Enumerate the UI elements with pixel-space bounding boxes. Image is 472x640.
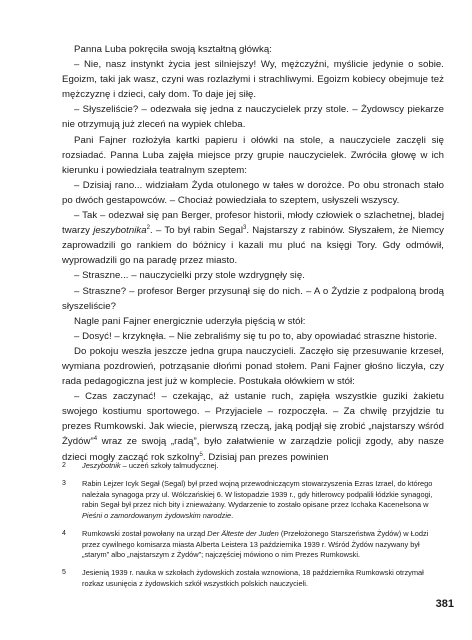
text-run: Pani Fajner rozłożyła kartki papieru i ołówki na stole, a nauczyciele zaczęli się rozsiadać. Panna Luba zajęła miejsce przy grupie nauczycielek. Zwróciła głowę w ich kierunku i powiedziała teatralnym szeptem: xyxy=(62,134,444,176)
main-text xyxy=(62,42,444,465)
footnote-number: 2 xyxy=(62,462,66,469)
footnote xyxy=(62,529,444,561)
page-number: 381 xyxy=(435,598,454,610)
text-run: – Czas zaczynać! – czekając, aż ustanie ruch, zapięła wszystkie guziki żakietu swojego kostiumu sportowego. – Przyjaciele – rozpoczęła. – Za chwilę przyjdzie tu prezes Rumkowski. Jak wiecie, pierwszą rzeczą, jaką podjął się zrobić „najstarszy wśród Żydów” xyxy=(62,391,444,448)
dialogue-paragraph xyxy=(62,102,444,132)
paragraph xyxy=(62,133,444,178)
text-run: – Straszne... – nauczycielki przy stole wzdrygnęły się. xyxy=(74,270,305,282)
text-run: Nagle pani Fajner energicznie uderzyła pięścią w stół: xyxy=(74,315,306,327)
footnote-number: 5 xyxy=(62,569,66,577)
footnote xyxy=(62,479,444,521)
paragraph xyxy=(62,42,444,57)
dialogue-paragraph xyxy=(62,208,444,268)
dialogue-paragraph xyxy=(62,178,444,208)
italic-text: Pieśni o zamordowanym żydowskim narodzie xyxy=(82,510,232,520)
italic-text: Der Älteste der Juden xyxy=(207,528,279,538)
footnote-text xyxy=(82,461,444,472)
text-run: Do pokoju weszła jeszcze jedna grupa nauczycieli. Zaczęło się przesuwanie krzeseł, wymiana pozdrowień, potrząsanie dłońmi ponad stołem. Pani Fajner głośno liczyła, czy rada pedagogiczna jest już w komplecie. Postukała ołówkiem w stół: xyxy=(62,345,444,388)
footnote-text xyxy=(82,568,444,589)
footnote-number: 4 xyxy=(62,529,66,537)
footnote xyxy=(62,461,444,472)
text-run: (Przełożonego Starszeństwa Żydów) w Łodzi przez cywilnego komisarza miasta Alberta Leistera 13 października 1939 r. Wśród Żydów nazywany był „starym” albo „najstarszym z Żydów”; najczęściej mówiono o nim Prezes Rumkowski. xyxy=(82,528,429,560)
text-run: . – To był rabin Segal xyxy=(150,225,243,237)
footnote-separator xyxy=(62,451,444,453)
text-run: . Dzisiaj pan prezes powinien xyxy=(202,451,329,463)
text-run: Panna Luba pokręciła swoją kształtną główką: xyxy=(74,44,272,55)
dialogue-paragraph xyxy=(62,389,444,464)
text-run: – Tak – odezwał się pan Berger, profesor historii, młody człowiek o szlachetnej, bladej twarzy xyxy=(62,210,444,237)
text-run: – Dosyć! – krzyknęła. – Nie zebraliśmy się tu po to, aby opowiadać straszne historie. xyxy=(74,330,438,342)
text-run: Rabin Lejzer Icyk Segał (Segal) był przed wojną przewodniczącym stowarzyszenia Ezras Izrael, do którego należała synagoga przy ul. Wólczańskiej 6. W listopadzie 1939 r., gdy hitlerowcy podpalili łódzkie synagogi, rabin Segał był przez nich bity i znieważany. Wydarzenie to zostało opisane przez Icchaka Kacenelsona w xyxy=(82,479,433,510)
dialogue-paragraph xyxy=(62,57,444,102)
text-run: – Słyszeliście? – odezwała się jedna z nauczycielek przy stole. – Żydowscy piekarze nie otrzymują już zleceń na wypiek chleba. xyxy=(62,104,444,131)
dialogue-paragraph xyxy=(62,284,444,314)
text-run: Jesienią 1939 r. nauka w szkołach żydowskich została wznowiona, 18 października Rumkowski otrzymał rozkaz usunięcia z żydowskich szkół wszystkich polskich nauczycieli. xyxy=(82,568,424,588)
footnote-number: 3 xyxy=(62,480,66,488)
footnote-ref: 4 xyxy=(93,436,98,443)
footnote-text xyxy=(82,479,444,521)
text-run: – uczeń szkoły talmudycznej. xyxy=(120,461,219,470)
footnote-ref: 2 xyxy=(146,225,151,232)
text-run: – Nie, nasz instynkt życia jest silniejszy! Wy, mężczyźni, myślicie jedynie o sobie. Egoizm, taki jak wasz, czyni was rozlazłymi i strachliwymi. Egoizm kobiecy obejmuje też mężczyznę i dzieci, cały dom. To daje jej siłę. xyxy=(62,59,444,101)
text-run: – Dzisiaj rano... widziałam Żyda otulonego w tałes w dorożce. Po obu stronach stało po dwóch gestapowców. – Chociaż powiedziała to szeptem, usłyszeli wszyscy. xyxy=(62,179,444,206)
paragraph xyxy=(62,314,444,329)
italic-text: Jeszybotnik xyxy=(82,461,121,470)
paragraph xyxy=(62,344,444,389)
italic-text: jeszybotnika xyxy=(93,225,147,237)
text-run: . xyxy=(231,510,234,520)
dialogue-paragraph xyxy=(62,329,444,344)
footnote-ref: 3 xyxy=(243,225,247,232)
text-run: Rumkowski został powołany na urząd xyxy=(82,528,208,538)
footnote-text xyxy=(82,529,444,561)
dialogue-paragraph xyxy=(62,268,444,283)
text-run: . Najstarszy z rabinów. Słyszałem, że Niemcy zaprowadzili go rankiem do bóżnicy i kazali mu pluć na księgi Tory. Gdy odmówił, wyprowadzili go na paradę przez miasto. xyxy=(62,225,444,267)
footnotes xyxy=(62,461,444,597)
text-run: wraz ze swoją „radą”, było załatwienie w zarządzie policji zgody, aby nasze dzieci mogły zacząć rok szkolny xyxy=(62,436,444,463)
footnote-ref: 5 xyxy=(199,451,203,458)
text-run: – Straszne? – profesor Berger przysunął się do nich. – A o Żydzie z podpaloną brodą słyszeliście? xyxy=(62,285,444,312)
footnote xyxy=(62,568,444,589)
